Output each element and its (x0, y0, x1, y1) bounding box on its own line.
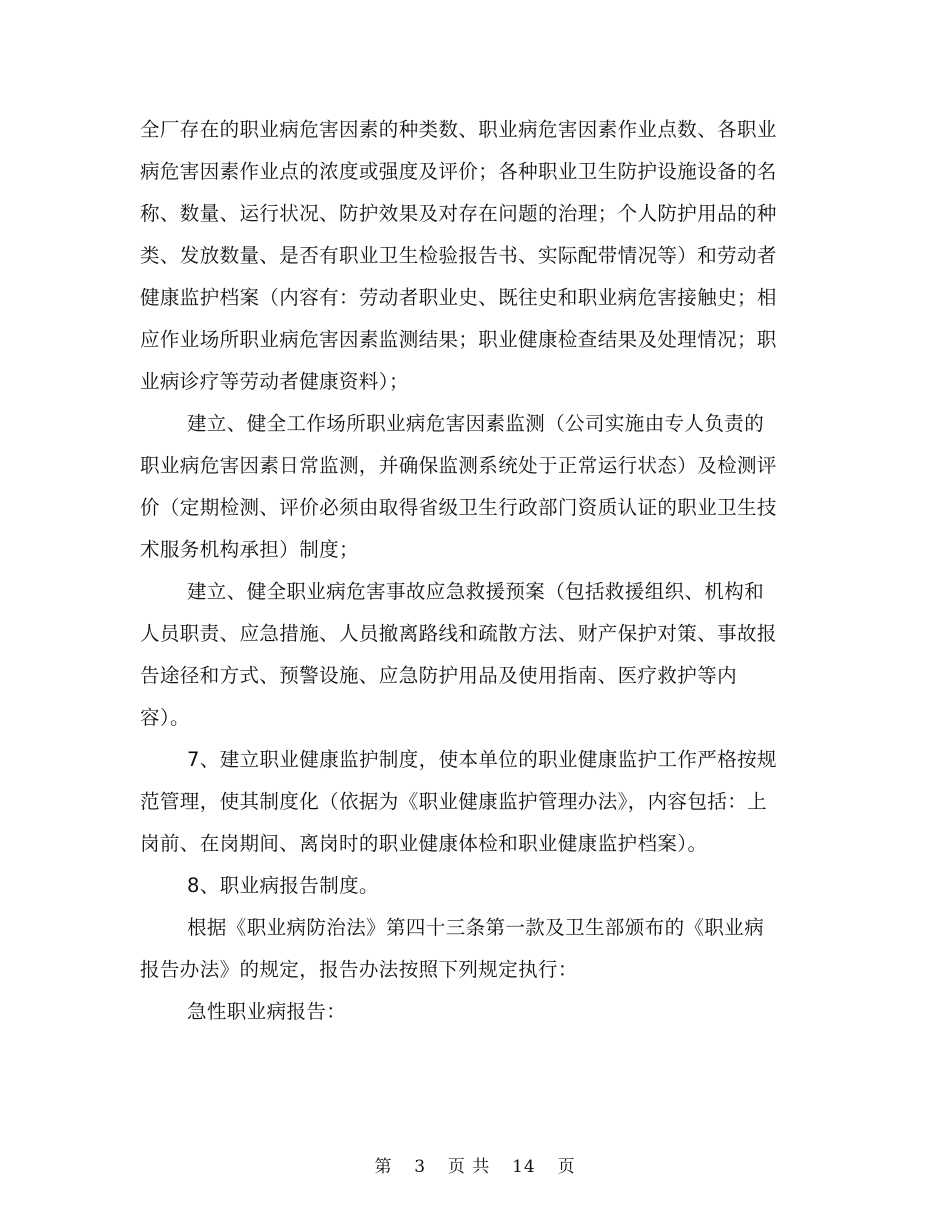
paragraph-1: 全厂存在的职业病危害因素的种类数、职业病危害因素作业点数、各职业病危害因素作业点的浓度或强度及评价；各种职业卫生防护设施设备的名称、数量、运行状况、防护效果及对存在问题的治理；个人防护用品的种类、发放数量、是否有职业卫生检验报告书、实际配带情况等）和劳动者健康监护档案（内容有：劳动者职业史、既往史和职业病危害接触史；相应作业场所职业病危害因素监测结果；职业健康检查结果及处理情况；职业病诊疗等劳动者健康资料）； (140, 118, 777, 393)
footer-middle: 页 共 (447, 1157, 491, 1177)
document-body (140, 109, 780, 1033)
paragraph-4: 7、建立职业健康监护制度，使本单位的职业健康监护工作严格按规范管理，使其制度化（依据为《职业健康监护管理办法》，内容包括：上岗前、在岗期间、离岗时的职业健康体检和职业健康监护档案）。 (140, 748, 777, 855)
footer-total-pages: 14 (512, 1157, 536, 1177)
paragraph-7: 急性职业病报告： (187, 1000, 347, 1023)
paragraph-2: 建立、健全工作场所职业病危害因素监测（公司实施由专人负责的职业病危害因素日常监测，并确保监测系统处于正常运行状态）及检测评价（定期检测、评价必须由取得省级卫生行政部门资质认证的职业卫生技术服务机构承担）制度； (140, 412, 777, 561)
footer-prefix: 第 (374, 1157, 393, 1177)
paragraph-3: 建立、健全职业病危害事故应急救援预案（包括救援组织、机构和人员职责、应急措施、人员撤离路线和疏散方法、财产保护对策、事故报告途径和方式、预警设施、应急防护用品及使用指南、医疗救护等内容）。 (140, 580, 777, 729)
footer-suffix: 页 (557, 1157, 576, 1177)
page-footer (0, 1152, 950, 1177)
paragraph-6: 根据《职业病防治法》第四十三条第一款及卫生部颁布的《职业病报告办法》的规定，报告办法按照下列规定执行： (140, 916, 765, 981)
footer-current-page: 3 (414, 1157, 427, 1177)
paragraph-5: 8、职业病报告制度。 (187, 874, 379, 897)
